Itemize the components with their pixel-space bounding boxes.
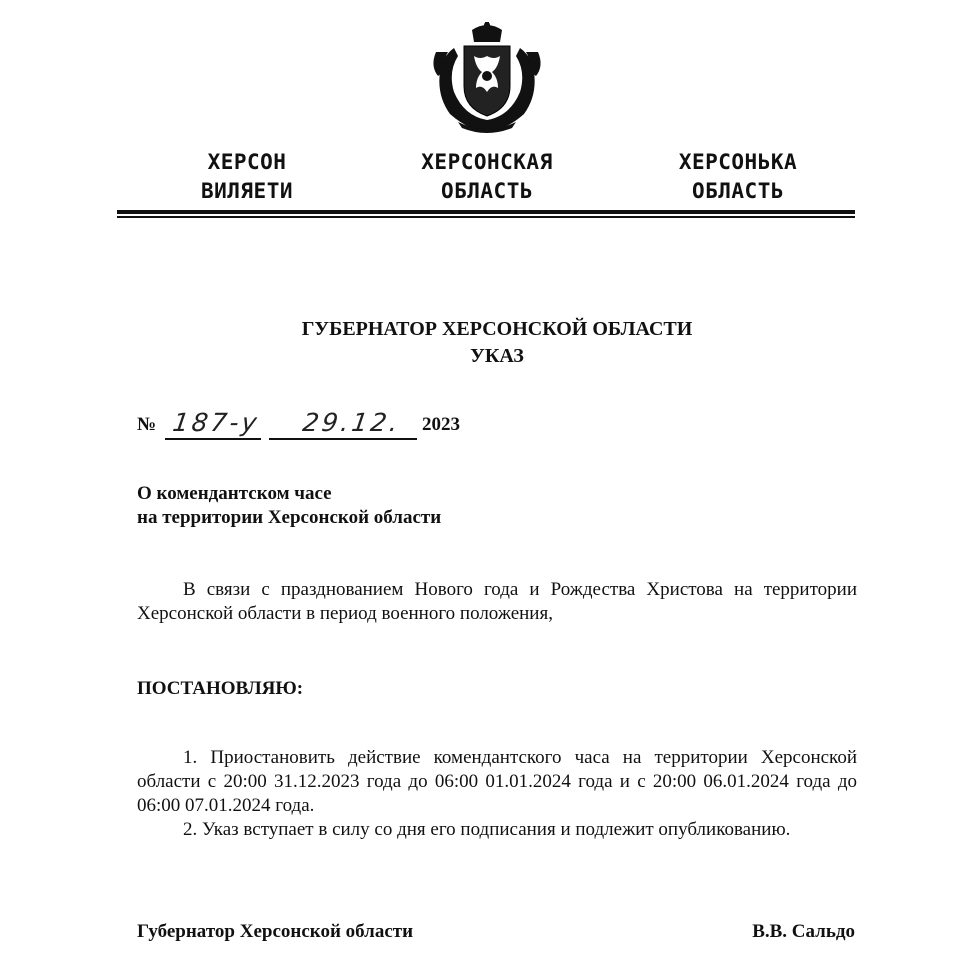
- subject-heading: [137, 482, 441, 530]
- header-divider-thin: [117, 216, 855, 218]
- header-left-line1: ХЕРСОН: [207, 150, 287, 174]
- header-russian: [367, 148, 607, 206]
- signature-name: В.В. Сальдо: [752, 921, 855, 942]
- decree-item: 1. Приостановить действие комендантского часа на территории Херсонской области с 20:00 31.12.2023 года до 06:00 01.01.2024 года и с 20:00 06.01.2024 года до 06:00 07.01.2024 года.: [137, 747, 857, 816]
- header-crimean-tatar: [127, 148, 367, 206]
- subject-line2: на территории Херсонской области: [137, 507, 442, 528]
- handwritten-number: 187-у: [170, 408, 262, 437]
- header-middle-line1: ХЕРСОНСКАЯ: [421, 150, 553, 174]
- date-underline: [269, 438, 417, 440]
- header-right-line1: ХЕРСОНЬКА: [678, 150, 798, 174]
- handwritten-date: 29.12.: [300, 408, 403, 437]
- number-underline: [165, 438, 261, 440]
- title-line2: УКАЗ: [470, 345, 524, 367]
- number-sign: №: [137, 414, 157, 435]
- title-line1: ГУБЕРНАТОР ХЕРСОНСКОЙ ОБЛАСТИ: [301, 318, 693, 340]
- header-right-line2: ОБЛАСТЬ: [691, 179, 784, 203]
- coat-of-arms-icon: [428, 22, 546, 134]
- year: 2023: [422, 414, 460, 435]
- subject-line1: О комендантском часе: [137, 483, 332, 504]
- decree-word: ПОСТАНОВЛЯЮ:: [137, 678, 304, 699]
- document-title: [137, 316, 857, 370]
- header-middle-line2: ОБЛАСТЬ: [440, 179, 533, 203]
- signature-title: Губернатор Херсонской области: [137, 921, 414, 942]
- header-divider-thick: [117, 210, 855, 214]
- intro-paragraph: В связи с празднованием Нового года и Рождества Христова на территории Херсонской области в период военного положения,: [137, 579, 857, 624]
- header-left-line2: ВИЛЯЕТИ: [200, 179, 293, 203]
- registration-line: [137, 408, 537, 444]
- header-ukrainian: [618, 148, 858, 206]
- decree-items: [137, 746, 857, 842]
- decree-item: 2. Указ вступает в силу со дня его подписания и подлежит опубликованию.: [183, 819, 791, 840]
